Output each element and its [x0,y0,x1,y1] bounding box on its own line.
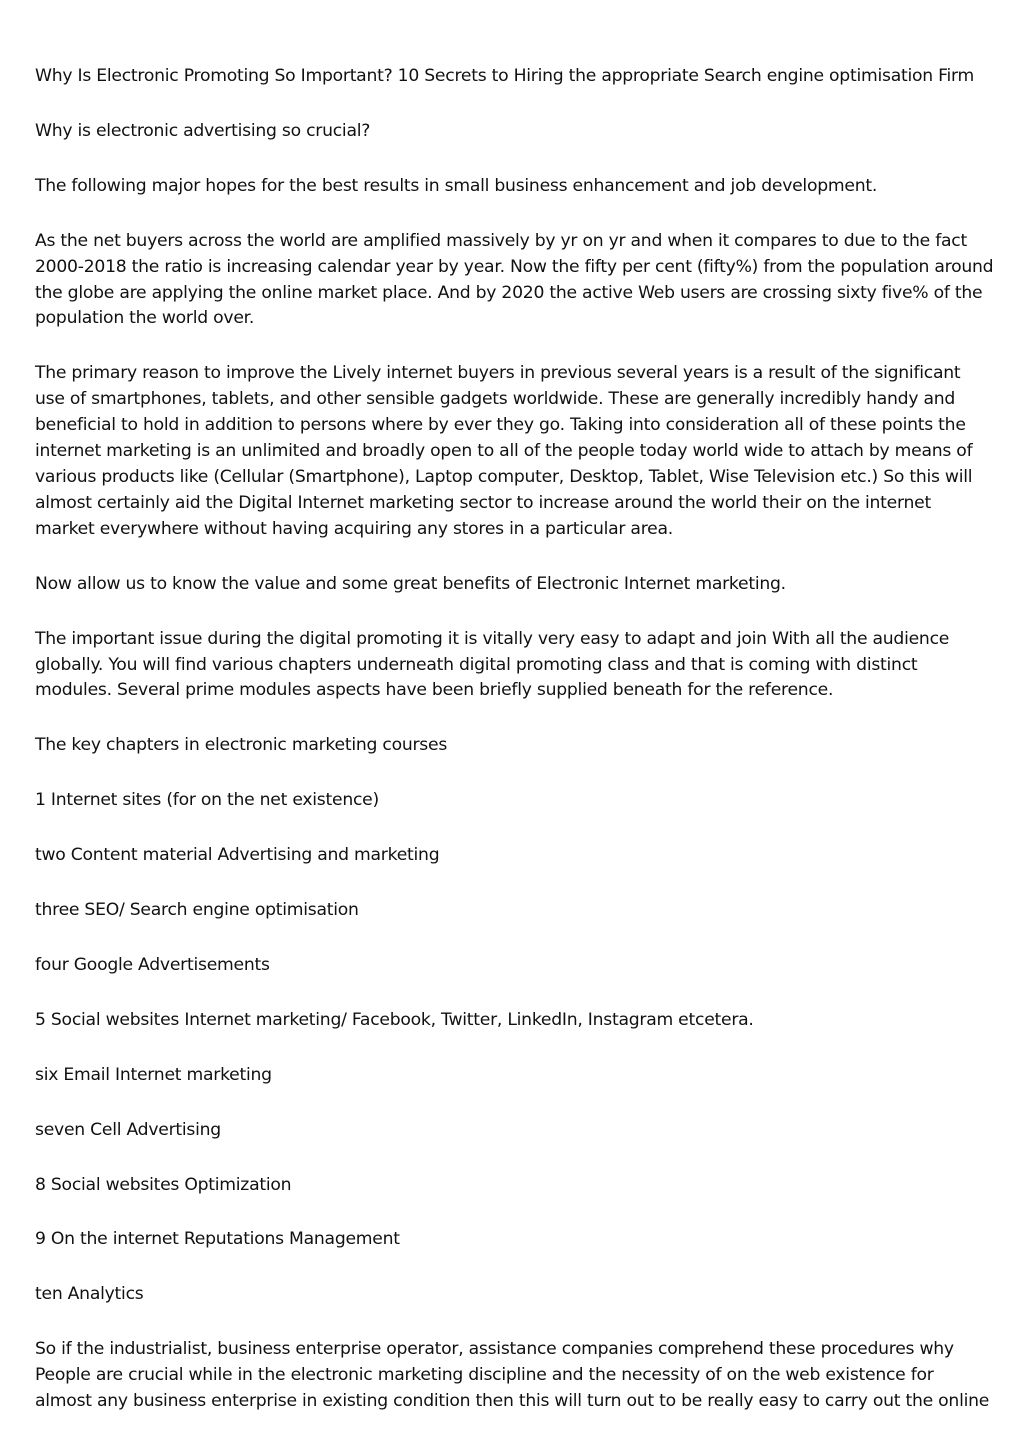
paragraph-primary-reason: The primary reason to improve the Lively internet buyers in previous several years is a result of the significant use of smartphones, tablets, and other sensible gadgets worldwide. These are generally incredibly handy and beneficial to hold in addition to persons where by ever they go. Taking into consideration all of these points the internet marketing is an unlimited and broadly open to all of the people today world wide to attach by means of various products like (Cellular (Smartphone), Laptop computer, Desktop, Tablet, Wise Television etc.) So this will almost certainly aid the Digital Internet marketing sector to increase around the world their on the internet market everywhere without having acquiring any stores in a particular area. [35,363,973,539]
chapter-item: three SEO/ Search engine optimisation [35,900,359,921]
chapter-item: two Content material Advertising and marketing [35,845,440,866]
paragraph-conclusion: So if the industrialist, business enterprise operator, assistance companies comprehend these procedures why People are crucial while in the electronic marketing discipline and the necessity of on the web existence for almost any business enterprise in existing condition then this will turn out to be really easy to carry out the online [35,1339,990,1412]
chapter-item: 5 Social websites Internet marketing/ Facebook, Twitter, LinkedIn, Instagram etcetera. [35,1009,754,1030]
paragraph-intro: The following major hopes for the best results in small business enhancement and job development. [35,175,878,196]
paragraph-benefits-intro: Now allow us to know the value and some great benefits of Electronic Internet marketing. [35,573,786,594]
document-title: Why Is Electronic Promoting So Important? 10 Secrets to Hiring the appropriate Search engine optimisation Firm [35,66,975,86]
paragraph-question: Why is electronic advertising so crucial? [35,120,371,141]
chapter-item: ten Analytics [35,1284,144,1305]
chapter-item: 1 Internet sites (for on the net existence) [35,790,379,811]
paragraph-internet-users: As the net buyers across the world are amplified massively by yr on yr and when it compares to due to the fact 2000-2018 the ratio is increasing calendar year by year. Now the fifty per cent (fifty%) from the population around the globe are applying the online market place. And by 2020 the active Web users are crossing sixty five% of the population the world over. [35,230,994,329]
chapter-item: 9 On the internet Reputations Management [35,1229,400,1250]
paragraph-important-issue: The important issue during the digital promoting it is vitally very easy to adapt and join With all the audience globally. You will find various chapters underneath digital promoting class and that is coming with distinct modules. Several prime modules aspects have been briefly supplied beneath for the reference. [35,628,950,701]
chapter-item: four Google Advertisements [35,954,270,975]
chapters-heading: The key chapters in electronic marketing courses [35,735,448,756]
chapter-item: 8 Social websites Optimization [35,1174,292,1195]
chapter-item: seven Cell Advertising [35,1119,221,1140]
chapter-item: six Email Internet marketing [35,1064,272,1085]
